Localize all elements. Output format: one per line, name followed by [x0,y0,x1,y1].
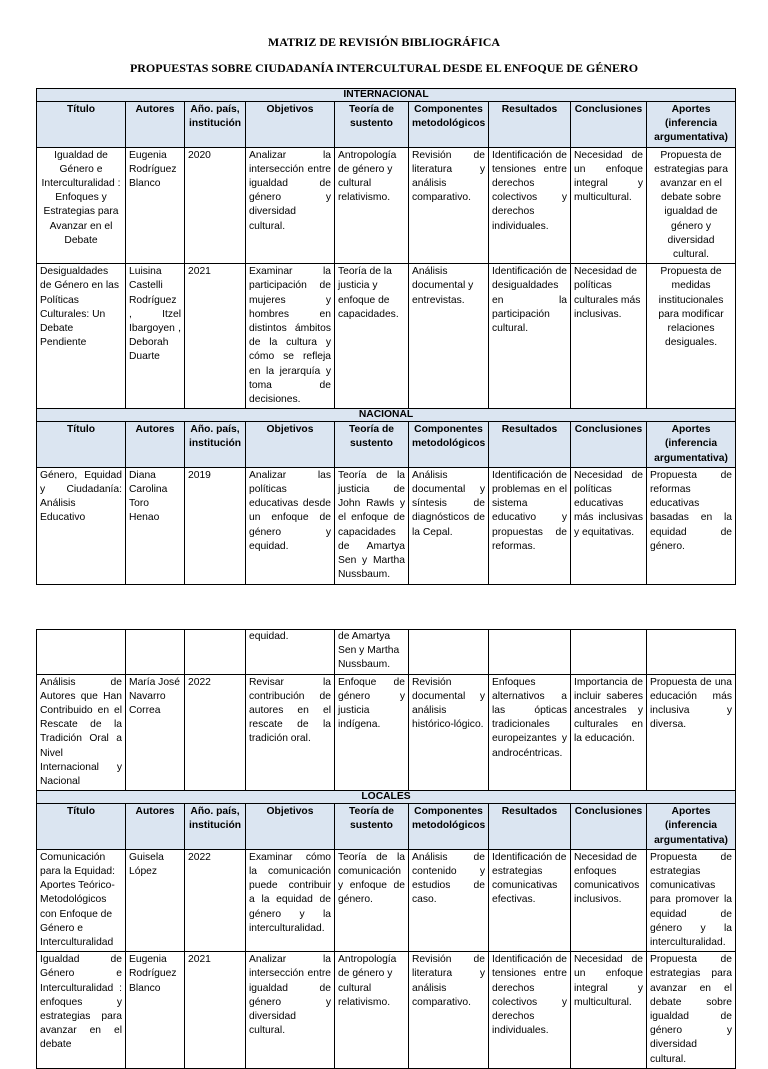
header-resultados: Resultados [489,422,571,468]
cell-aportes: Propuesta de reformas educativas basadas en la equidad de género. [647,467,736,584]
cell-objetivos: Analizar la intersección entre igualdad de género y diversidad cultural. [246,952,335,1069]
cell-conclusiones-continued [571,630,647,675]
header-teoria: Teoría de sustento [335,422,409,468]
cell-titulo-continued [37,630,126,675]
section-locales: LOCALES [37,791,736,804]
header-anio: Año. país, institución [185,422,246,468]
cell-resultados: Identificación de estrategias comunicativas efectivas. [489,849,571,951]
header-titulo: Título [37,102,126,148]
cell-aportes: Propuesta de estrategias para avanzar en el debate sobre igualdad de género y diversidad cultural. [647,952,736,1069]
header-row [37,102,736,148]
cell-autores: Luisina Castelli Rodríguez , Itzel Ibargoyen , Deborah Duarte [126,264,185,409]
table-row [37,630,736,675]
section-internacional: INTERNACIONAL [37,89,736,102]
cell-autores: Eugenia Rodríguez Blanco [126,952,185,1069]
cell-autores: Eugenia Rodríguez Blanco [126,147,185,264]
cell-anio: 2022 [185,674,246,791]
header-componentes: Componentes metodológicos [409,422,489,468]
cell-autores: María José Navarro Correa [126,674,185,791]
cell-titulo: Género, Equidad y Ciudadanía: Análisis Educativo [37,467,126,584]
header-teoria: Teoría de sustento [335,804,409,850]
cell-componentes: Revisión documental y análisis histórico-lógico. [409,674,489,791]
cell-conclusiones: Necesidad de políticas culturales más inclusivas. [571,264,647,409]
cell-teoria-continued: de Amartya Sen y Martha Nussbaum. [335,630,409,675]
cell-autores: Diana Carolina Toro Henao [126,467,185,584]
header-aportes: Aportes (inferencia argumentativa) [647,804,736,850]
cell-resultados: Enfoques alternativos a las ópticas tradicionales europeizantes y androcéntricas. [489,674,571,791]
review-matrix-page-one [36,88,736,585]
header-componentes: Componentes metodológicos [409,804,489,850]
header-teoria: Teoría de sustento [335,102,409,148]
table-row [37,849,736,951]
header-autores: Autores [126,804,185,850]
header-objetivos: Objetivos [246,422,335,468]
cell-resultados: Identificación de tensiones entre derechos colectivos y derechos individuales. [489,147,571,264]
header-row [37,422,736,468]
cell-conclusiones: Necesidad de un enfoque integral y multicultural. [571,952,647,1069]
cell-anio: 2021 [185,264,246,409]
cell-objetivos: Analizar la intersección entre igualdad de género y diversidad cultural. [246,147,335,264]
review-matrix-page-two [36,629,736,1069]
cell-teoria: Enfoque de género y justicia indígena. [335,674,409,791]
table-row [37,674,736,791]
table-row [37,264,736,409]
cell-conclusiones: Importancia de incluir saberes ancestrales y culturales en la educación. [571,674,647,791]
cell-aportes: Propuesta de medidas institucionales para modificar relaciones desiguales. [647,264,736,409]
cell-titulo: Comunicación para la Equidad: Aportes Teórico-Metodológicos con Enfoque de Género e Interculturalidad [37,849,126,951]
cell-aportes: Propuesta de estrategias para avanzar en el debate sobre igualdad de género y diversidad cultural. [647,147,736,264]
cell-teoria: Antropología de género y cultural relativismo. [335,147,409,264]
page-two-clip [0,629,768,1065]
cell-conclusiones: Necesidad de políticas educativas más inclusivas y equitativas. [571,467,647,584]
cell-teoria: Antropología de género y cultural relativismo. [335,952,409,1069]
table-row [37,952,736,1069]
cell-componentes: Revisión de literatura y análisis comparativo. [409,147,489,264]
cell-resultados-continued [489,630,571,675]
cell-teoria: Teoría de la justicia y enfoque de capacidades. [335,264,409,409]
cell-anio: 2021 [185,952,246,1069]
cell-anio: 2019 [185,467,246,584]
cell-anio: 2022 [185,849,246,951]
cell-objetivos-continued: equidad. [246,630,335,675]
cell-titulo: Igualdad de Género e Interculturalidad : enfoques y estrategias para avanzar en el debate [37,952,126,1069]
header-autores: Autores [126,102,185,148]
cell-conclusiones: Necesidad de un enfoque integral y multicultural. [571,147,647,264]
cell-objetivos: Examinar cómo la comunicación puede contribuir a la equidad de género y la interculturalidad. [246,849,335,951]
header-aportes: Aportes (inferencia argumentativa) [647,422,736,468]
cell-autores-continued [126,630,185,675]
header-aportes: Aportes (inferencia argumentativa) [647,102,736,148]
cell-objetivos: Revisar la contribución de autores en el rescate de la tradición oral. [246,674,335,791]
cell-teoria: Teoría de la justicia de John Rawls y el enfoque de capacidades de Amartya Sen y Martha Nussbaum. [335,467,409,584]
header-titulo: Título [37,804,126,850]
header-conclusiones: Conclusiones [571,804,647,850]
cell-componentes: Análisis documental y síntesis de diagnósticos de la Cepal. [409,467,489,584]
cell-componentes: Análisis documental y entrevistas. [409,264,489,409]
cell-conclusiones: Necesidad de enfoques comunicativos inclusivos. [571,849,647,951]
header-anio: Año. país, institución [185,804,246,850]
document-subtitle: PROPUESTAS SOBRE CIUDADANÍA INTERCULTURAL DESDE EL ENFOQUE DE GÉNERO [129,61,639,75]
cell-componentes-continued [409,630,489,675]
header-resultados: Resultados [489,102,571,148]
header-titulo: Título [37,422,126,468]
cell-componentes: Revisión de literatura y análisis comparativo. [409,952,489,1069]
cell-titulo: Igualdad de Género e Interculturalidad : Enfoques y Estrategias para Avanzar en el Debate [37,147,126,264]
cell-resultados: Identificación de tensiones entre derechos colectivos y derechos individuales. [489,952,571,1069]
header-objetivos: Objetivos [246,102,335,148]
cell-objetivos: Analizar las políticas educativas desde un enfoque de género y equidad. [246,467,335,584]
header-row [37,804,736,850]
cell-titulo: Análisis de Autores que Han Contribuido en el Rescate de la Tradición Oral a Nivel Internacional y Nacional [37,674,126,791]
header-conclusiones: Conclusiones [571,422,647,468]
table-row [37,147,736,264]
cell-anio-continued [185,630,246,675]
cell-aportes-continued [647,630,736,675]
cell-componentes: Análisis de contenido y estudios de caso. [409,849,489,951]
header-resultados: Resultados [489,804,571,850]
header-conclusiones: Conclusiones [571,102,647,148]
document-title: MATRIZ DE REVISIÓN BIBLIOGRÁFICA [267,35,501,49]
cell-autores: Guisela López [126,849,185,951]
cell-resultados: Identificación de desigualdades en la participación cultural. [489,264,571,409]
cell-resultados: Identificación de problemas en el sistema educativo y propuestas de reformas. [489,467,571,584]
cell-teoria: Teoría de la comunicación y enfoque de género. [335,849,409,951]
header-objetivos: Objetivos [246,804,335,850]
table-row [37,467,736,584]
section-nacional: NACIONAL [37,409,736,422]
header-autores: Autores [126,422,185,468]
header-componentes: Componentes metodológicos [409,102,489,148]
cell-titulo: Desigualdades de Género en las Políticas Culturales: Un Debate Pendiente [37,264,126,409]
header-anio: Año. país, institución [185,102,246,148]
cell-aportes: Propuesta de una educación más inclusiva y diversa. [647,674,736,791]
cell-anio: 2020 [185,147,246,264]
page-one-clip [0,88,768,581]
cell-aportes: Propuesta de estrategias comunicativas para promover la equidad de género y la interculturalidad. [647,849,736,951]
cell-objetivos: Examinar la participación de mujeres y hombres en distintos ámbitos de la cultura y cómo se refleja en la jerarquía y toma de decisiones. [246,264,335,409]
